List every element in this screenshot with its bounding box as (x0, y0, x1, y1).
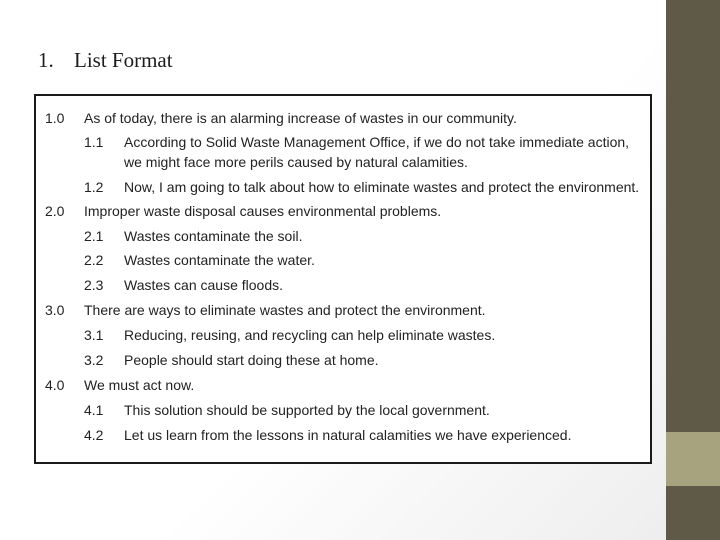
outline-number: 3.1 (84, 327, 104, 343)
outline-text-continued: we might face more perils caused by natural calamities. (124, 154, 468, 170)
outline-number: 2.0 (45, 203, 65, 219)
outline-text: Let us learn from the lessons in natural calamities we have experienced. (124, 427, 572, 443)
outline-box (34, 94, 652, 464)
outline-item-1-1-continued (124, 150, 468, 174)
outline-text: Wastes can cause floods. (124, 277, 284, 293)
outline-number: 4.1 (84, 402, 104, 418)
outline-text: People should start doing these at home. (124, 352, 379, 368)
outline-text: This solution should be supported by the local government. (124, 402, 490, 418)
outline-text: Improper waste disposal causes environmental problems. (84, 203, 442, 219)
outline-text: As of today, there is an alarming increase of wastes in our community. (84, 110, 517, 126)
outline-text: Wastes contaminate the soil. (124, 228, 303, 244)
outline-number: 2.2 (84, 252, 104, 268)
outline-number: 1.0 (45, 110, 65, 126)
outline-text: We must act now. (84, 377, 195, 393)
outline-text: There are ways to eliminate wastes and protect the environment. (84, 302, 486, 318)
outline-number: 4.0 (45, 377, 65, 393)
slide-title (38, 48, 173, 73)
outline-number: 1.2 (84, 179, 104, 195)
outline-number: 1.1 (84, 134, 104, 150)
outline-number: 3.0 (45, 302, 65, 318)
slide-title-text: List Format (74, 48, 173, 72)
outline-number: 3.2 (84, 352, 104, 368)
outline-text: According to Solid Waste Management Office, if we do not take immediate action, (124, 134, 630, 150)
outline-text: Now, I am going to talk about how to eliminate wastes and protect the environment. (124, 179, 640, 195)
sidebar-accent-block (666, 432, 720, 486)
outline-text: Wastes contaminate the water. (124, 252, 315, 268)
outline-number: 2.3 (84, 277, 104, 293)
slide-title-number: 1. (38, 48, 54, 72)
outline-number: 4.2 (84, 427, 104, 443)
outline-number: 2.1 (84, 228, 104, 244)
outline-text: Reducing, reusing, and recycling can help eliminate wastes. (124, 327, 496, 343)
